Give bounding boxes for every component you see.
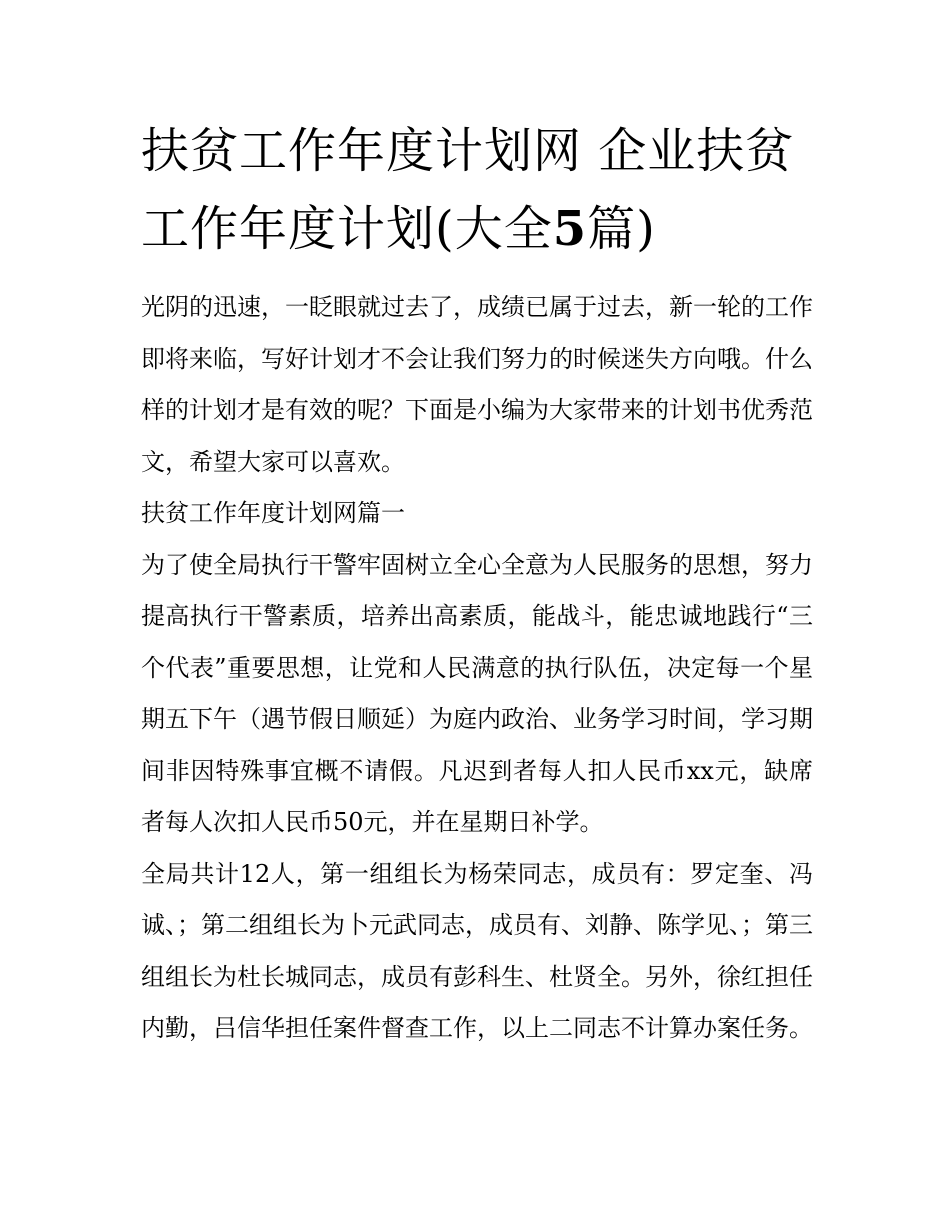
document-page [141, 112, 813, 1055]
title-text-part1: 扶贫工作年度计划网 企业扶贫工作年度计划(大全 [141, 123, 795, 257]
body-paragraph: 为了使全局执行干警牢固树立全心全意为人民服务的思想，努力提高执行干警素质，培养出高素质，能战斗，能忠诚地践行“三个代表”重要思想，让党和人民满意的执行队伍，决定每一个星期五下午（遇节假日顺延）为庭内政治、业务学习时间，学习期间非因特殊事宜概不请假。凡迟到者每人扣人民币xx元，缺席者每人次扣人民币50元，并在星期日补学。 [141, 550, 813, 836]
intro-paragraph: 光阴的迅速，一眨眼就过去了，成绩已属于过去，新一轮的工作即将来临，写好计划才不会让我们努力的时候迷失方向哦。什么样的计划才是有效的呢？下面是小编为大家带来的计划书优秀范文，希望大家可以喜欢。 [141, 293, 813, 476]
document-body [141, 282, 813, 1055]
document-title [141, 112, 813, 268]
body-paragraph: 全局共计12人，第一组组长为杨荣同志，成员有：罗定奎、冯诚、；第二组组长为卜元武同志，成员有、刘静、陈学见、；第三组组长为杜长城同志，成员有彭科生、杜贤全。另外，徐红担任内勤，吕信华担任案件督查工作，以上二同志不计算办案任务。 [141, 859, 813, 1042]
title-text-part2: 篇) [587, 201, 656, 257]
section-heading: 扶贫工作年度计划网篇一 [141, 499, 405, 527]
title-number: 5 [552, 201, 588, 257]
